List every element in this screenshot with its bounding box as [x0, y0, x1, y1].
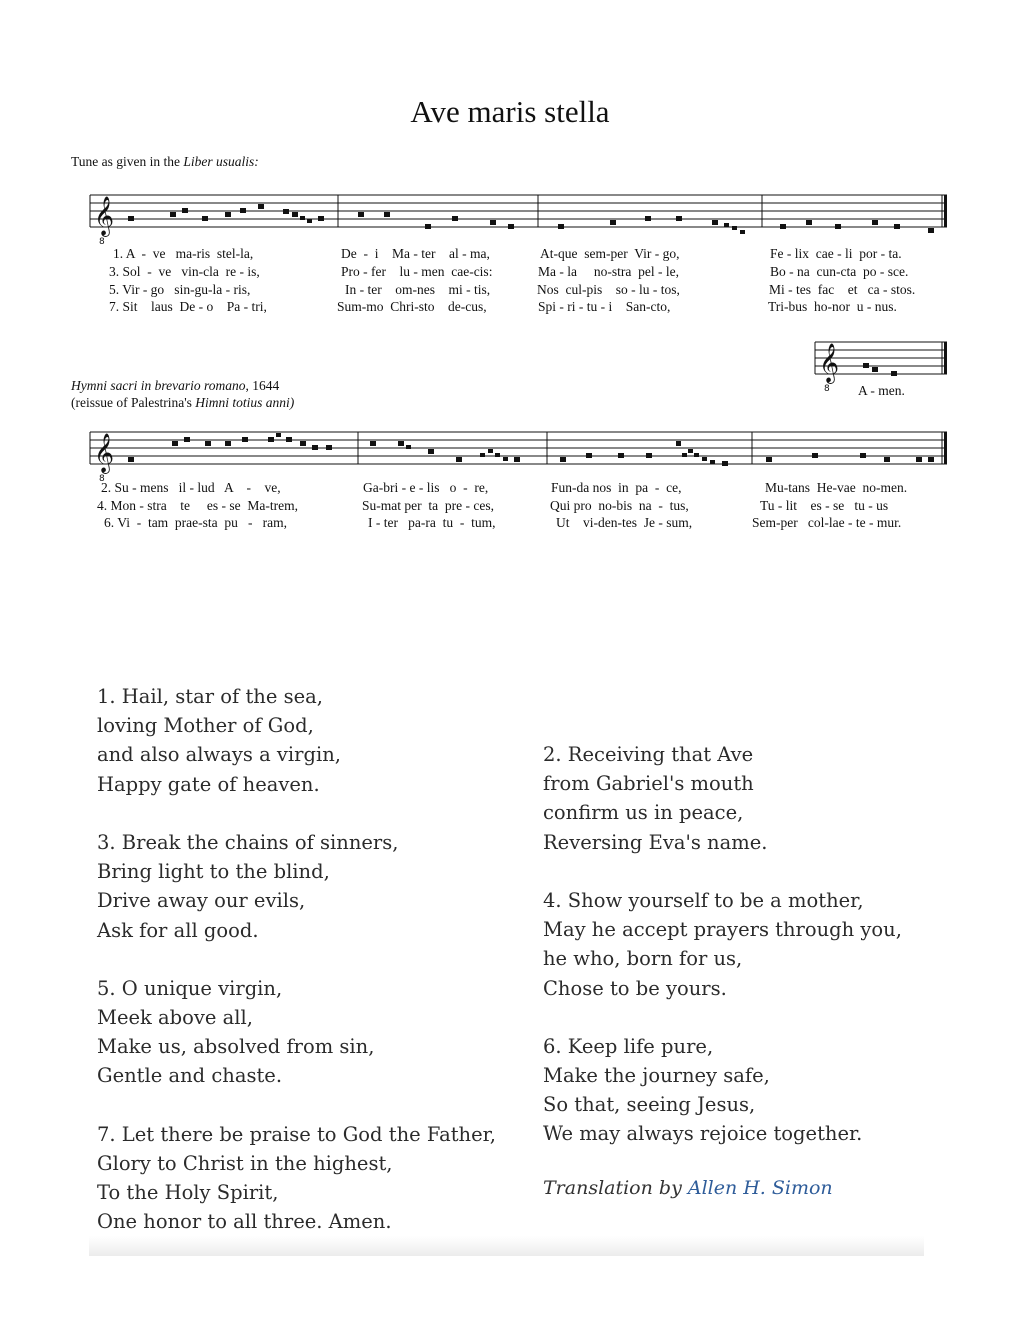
translation-line: loving Mother of God,: [97, 714, 314, 738]
lyric-phrase: Ut vi-den-tes Je - sum,: [556, 515, 693, 530]
translation-credit: [543, 1177, 833, 1199]
bottom-shadow: [89, 1236, 924, 1256]
translation-line: from Gabriel's mouth: [543, 772, 754, 796]
translation-line: Glory to Christ in the highest,: [97, 1152, 393, 1175]
lyric-phrase: Pro - fer lu - men cae-cis:: [341, 264, 493, 279]
lyric-phrase: Sum-mo Chri-sto de-cus,: [337, 299, 487, 314]
svg-text:𝄞: 𝄞: [819, 343, 840, 383]
lyric-phrase: Su-mat per ta pre - ces,: [362, 498, 494, 513]
lyric-phrase: 7. Sit laus De - o Pa - tri,: [109, 299, 267, 314]
stanza-gap: [543, 857, 902, 886]
tune-caption-source: Liber usualis:: [183, 154, 259, 169]
lyric-phrase: Mu-tans He-vae no-men.: [765, 480, 908, 495]
translation-line: Drive away our evils,: [97, 889, 306, 913]
translation-line: Ask for all good.: [97, 918, 259, 942]
lyric-phrase: Sem-per col-lae - te - mur.: [752, 515, 902, 530]
polyphony-lyric-row-3: [0, 515, 1020, 532]
translation-line: One honor to all three. Amen.: [97, 1210, 392, 1234]
lyric-phrase: Bo - na cun-cta po - sce.: [770, 264, 909, 279]
stanza-gap: [543, 1003, 902, 1032]
stanza-gap: [97, 799, 496, 828]
hymn-caption: [71, 377, 294, 411]
hymn-caption-line-1: [71, 377, 294, 394]
tune-caption-prefix: Tune as given in the: [71, 154, 184, 169]
svg-text:8: 8: [99, 474, 105, 484]
translation-line: 4. Show yourself to be a mother,: [543, 888, 864, 912]
lyric-phrase: 2. Su - mens il - lud A - ve,: [101, 480, 281, 495]
translation-line: 6. Keep life pure,: [543, 1034, 714, 1058]
translation-line: 1. Hail, star of the sea,: [97, 685, 323, 708]
tune-caption: [71, 154, 259, 170]
translation-line: 5. O unique virgin,: [97, 976, 283, 1000]
credit-author-link[interactable]: Allen H. Simon: [687, 1177, 833, 1199]
lyric-phrase: Fe - lix cae - li por - ta.: [770, 246, 902, 261]
translation-line: confirm us in peace,: [543, 801, 744, 825]
lyric-phrase: Tri-bus ho-nor u - nus.: [768, 299, 897, 314]
translation-line: 7. Let there be praise to God the Father,: [97, 1122, 497, 1146]
chant-lyric-row-2: [0, 264, 1020, 281]
translation-line: 2. Receiving that Ave: [543, 743, 754, 766]
translation-line: Gentle and chaste.: [97, 1064, 283, 1088]
translation-line: Meek above all,: [97, 1006, 253, 1030]
hymn-source: Hymni sacri in brevario romano: [71, 378, 246, 393]
polyphony-lyric-row-1: [0, 480, 1020, 497]
lyric-phrase: Ga-bri - e - lis o - re,: [363, 480, 489, 495]
lyric-phrase: Nos cul-pis so - lu - tos,: [537, 282, 680, 297]
chant-staff: [90, 193, 947, 247]
lyric-phrase: Ma - la no-stra pel - le,: [538, 264, 679, 279]
amen-lyric: A - men.: [858, 383, 905, 398]
svg-text:𝄞: 𝄞: [94, 196, 115, 236]
translation-line: and also always a virgin,: [97, 743, 341, 767]
translation-line: Chose to be yours.: [543, 976, 727, 1000]
lyric-phrase: Spi - ri - tu - i San-cto,: [538, 299, 671, 314]
stanza-gap: [97, 1091, 496, 1120]
translation-line: So that, seeing Jesus,: [543, 1093, 756, 1117]
translation-line: Reversing Eva's name.: [543, 830, 768, 854]
hymn-year: , 1644: [245, 378, 280, 393]
translation-line: Make us, absolved from sin,: [97, 1035, 375, 1059]
credit-prefix: Translation by: [543, 1177, 688, 1199]
lyric-phrase: De - i Ma - ter al - ma,: [341, 246, 490, 261]
page-title: Ave maris stella: [410, 94, 610, 129]
translation-left-column: [97, 682, 496, 1237]
svg-text:8: 8: [824, 384, 830, 394]
polyphony-lyric-row-2: [0, 498, 1020, 515]
hymn-caption-line-2: [71, 394, 294, 411]
chant-lyric-row-4: [0, 299, 1020, 316]
polyphony-staff: [90, 430, 947, 484]
translation-line: May he accept prayers through you,: [543, 918, 902, 942]
lyric-phrase: Fun-da nos in pa - ce,: [551, 480, 682, 495]
svg-text:8: 8: [99, 237, 105, 247]
translation-line: he who, born for us,: [543, 947, 743, 971]
translation-line: Make the journey safe,: [543, 1064, 770, 1088]
lyric-phrase: At-que sem-per Vir - go,: [540, 246, 680, 261]
translation-line: 3. Break the chains of sinners,: [97, 830, 399, 854]
lyric-phrase: In - ter om-nes mi - tis,: [345, 282, 491, 297]
hymn-note-prefix: (reissue of Palestrina's: [71, 395, 196, 410]
translation-line: To the Holy Spirit,: [97, 1181, 279, 1205]
stanza-gap: [97, 945, 496, 974]
translation-line: Happy gate of heaven.: [97, 772, 320, 796]
translation-right-column: [543, 740, 902, 1149]
lyric-phrase: Mi - tes fac et ca - stos.: [769, 282, 916, 297]
lyric-phrase: Qui pro no-bis na - tus,: [550, 498, 689, 513]
lyric-phrase: 3. Sol - ve vin-cla re - is,: [109, 264, 260, 279]
lyric-phrase: 1. A - ve ma-ris stel-la,: [113, 246, 254, 261]
lyric-phrase: 6. Vi - tam prae-sta pu - ram,: [104, 515, 288, 530]
chant-lyric-row-1: [0, 246, 1020, 263]
lyric-phrase: I - ter pa-ra tu - tum,: [368, 515, 496, 530]
translation-line: We may always rejoice together.: [543, 1122, 863, 1146]
svg-text:𝄞: 𝄞: [94, 433, 115, 473]
lyric-phrase: 5. Vir - go sin-gu-la - ris,: [109, 282, 251, 297]
hymn-note-source: Himni totius anni): [195, 395, 295, 410]
lyric-phrase: 4. Mon - stra te es - se Ma-trem,: [97, 498, 298, 513]
translation-line: Bring light to the blind,: [97, 860, 330, 884]
chant-lyric-row-3: [0, 282, 1020, 299]
lyric-phrase: Tu - lit es - se tu - us: [760, 498, 889, 513]
